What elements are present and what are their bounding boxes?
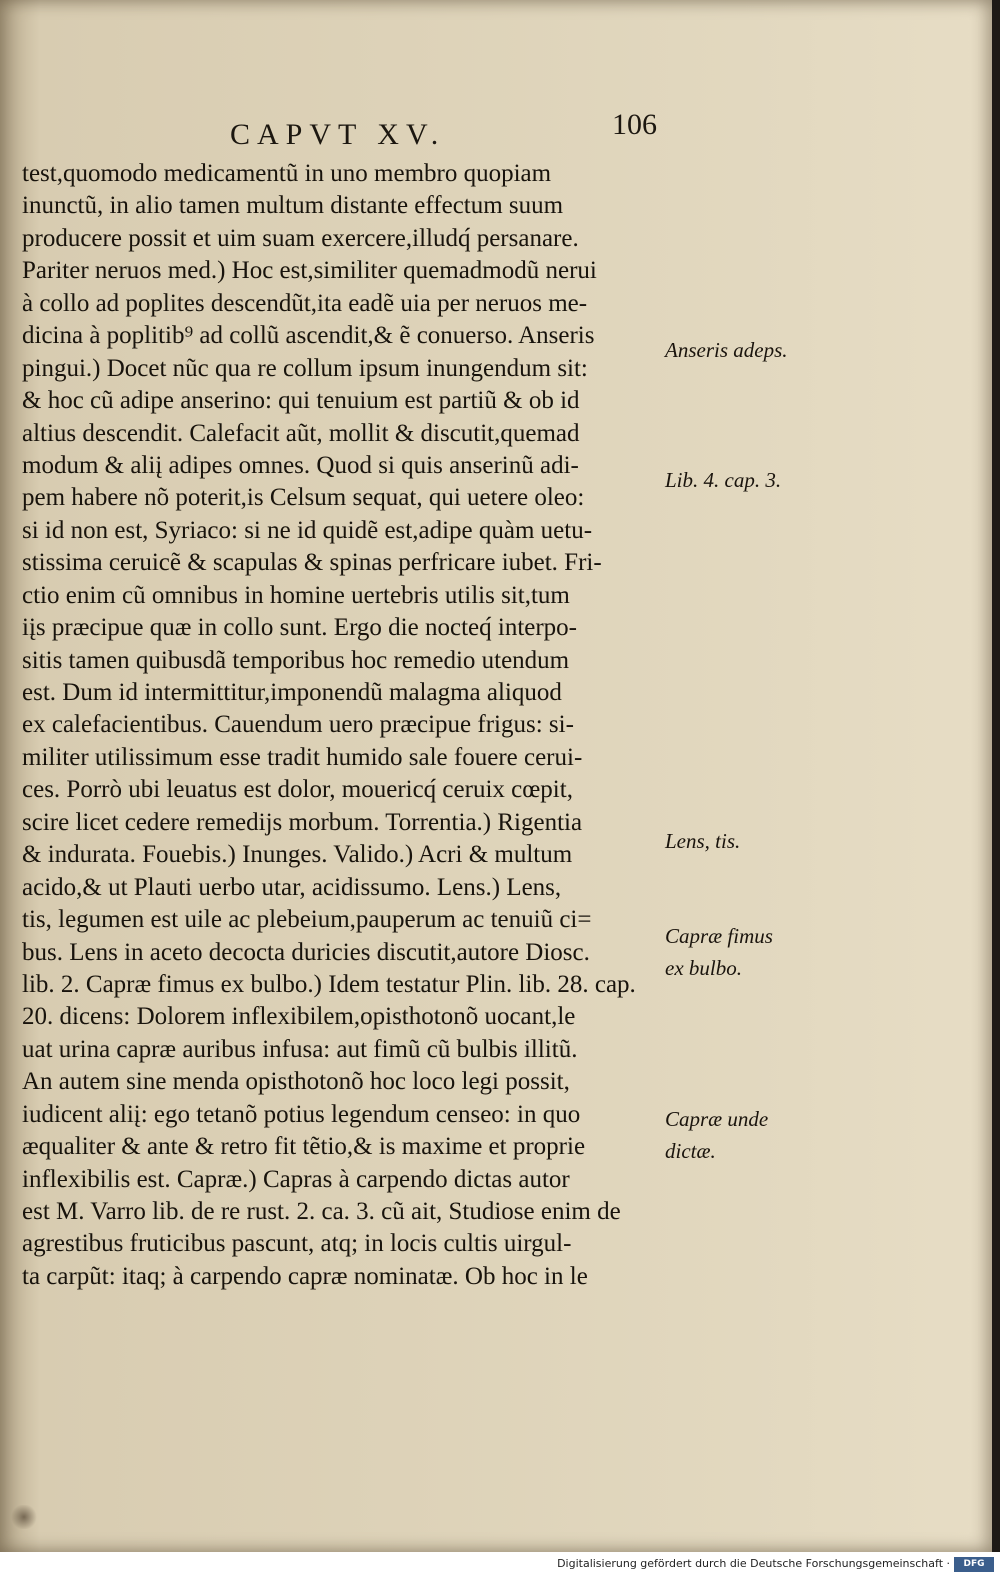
- text-line: lib. 2. Capræ fimus ex bulbo.) Idem testatur Plin. lib. 28. cap.: [22, 970, 636, 998]
- text-line: iįs præcipue quæ in collo sunt. Ergo die nocteq́ interpo-: [22, 614, 578, 642]
- text-line: pem habere nõ poterit,is Celsum sequat, qui uetere oleo:: [22, 484, 585, 512]
- text-line: iudicent aliį: ego tetanõ potius legendum censeo: in quo: [22, 1100, 581, 1128]
- digitization-footer: [0, 1552, 1000, 1577]
- text-line: pingui.) Docet nũc qua re collum ipsum inungendum sit:: [22, 354, 588, 382]
- text-line: à collo ad poplites descendũt,ita eadẽ uia per neruos me-: [22, 289, 588, 317]
- text-line: altius descendit. Calefacit aũt, mollit & discutit,quemad: [22, 419, 580, 447]
- text-line: ta carpũt: itaq; à carpendo capræ nominatæ. Ob hoc in le: [22, 1262, 588, 1290]
- text-line: ctio enim cũ omnibus in homine uertebris utilis sit,tum: [22, 581, 570, 609]
- marginal-note: Lens, tis.: [665, 829, 741, 853]
- text-line: Pariter neruos med.) Hoc est,similiter quemadmodũ nerui: [22, 257, 597, 285]
- text-line: æqualiter & ante & retro fit tẽtio,& is maxime et proprie: [22, 1133, 586, 1161]
- text-line: est. Dum id intermittitur,imponendũ malagma aliquod: [22, 679, 562, 706]
- text-line: ex calefacientibus. Cauendum uero præcipue frigus: si-: [22, 711, 574, 739]
- text-line: uat urina capræ auribus infusa: aut fimũ cũ bulbis illitũ.: [22, 1035, 578, 1063]
- text-line: 20. dicens: Dolorem inflexibilem,opisthotonõ uocant,le: [22, 1003, 576, 1031]
- body-text: [22, 158, 672, 1293]
- ink-stain: [10, 1505, 38, 1529]
- footer-credit: Digitalisierung gefördert durch die Deutsche Forschungsgemeinschaft ·: [557, 1557, 950, 1570]
- text-line: est M. Varro lib. de re rust. 2. ca. 3. cũ ait, Studiose enim de: [22, 1198, 621, 1225]
- marginal-note: Lib. 4. cap. 3.: [665, 468, 782, 492]
- marginal-note: Anseris adeps.: [665, 338, 788, 362]
- text-line: & indurata. Fouebis.) Inunges. Valido.) Acri & multum: [22, 841, 573, 869]
- text-line: dicina à poplitib⁹ ad collũ ascendit,& ẽ conuerso. Anseris: [22, 322, 595, 350]
- text-line: modum & aliį adipes omnes. Quod si quis anserinũ adi-: [22, 451, 579, 479]
- text-line: agrestibus fruticibus pascunt, atq; in locis cultis uirgul-: [22, 1230, 572, 1258]
- dfg-logo: DFG: [954, 1557, 994, 1572]
- running-head: CAPVT XV.: [230, 118, 446, 151]
- text-line: tis, legumen est uile ac plebeium,pauperum ac tenuiũ ci=: [22, 906, 592, 934]
- text-line: producere possit et uim suam exercere,illudq́ persanare.: [22, 224, 579, 252]
- text-line: An autem sine menda opisthotonõ hoc loco legi possit,: [22, 1068, 570, 1096]
- marginal-note: Capræ fimus: [665, 924, 773, 948]
- text-line: si id non est, Syriaco: si ne id quidẽ est,adipe quàm uetu-: [22, 516, 593, 544]
- marginal-note: Capræ unde: [665, 1107, 769, 1131]
- text-line: & hoc cũ adipe anserino: qui tenuium est partiũ & ob id: [22, 387, 580, 415]
- page-number: 106: [612, 108, 657, 141]
- page-header: [0, 100, 992, 150]
- marginal-note: ex bulbo.: [665, 956, 742, 980]
- text-line: sitis tamen quibusdã temporibus hoc remedio utendum: [22, 646, 570, 674]
- text-line: ces. Porrò ubi leuatus est dolor, mouericq́ ceruix cœpit,: [22, 776, 573, 804]
- text-line: test,quomodo medicamentũ in uno membro quopiam: [22, 160, 552, 187]
- text-line: stissima ceruicẽ & scapulas & spinas perfricare iubet. Fri-: [22, 549, 602, 577]
- text-line: acido,& ut Plauti uerbo utar, acidissumo. Lens.) Lens,: [22, 873, 562, 901]
- text-line: inunctũ, in alio tamen multum distante effectum suum: [22, 192, 564, 220]
- marginal-note: dictæ.: [665, 1139, 716, 1163]
- text-line: inflexibilis est. Capræ.) Capras à carpendo dictas autor: [22, 1165, 570, 1193]
- text-line: scire licet cedere remedijs morbum. Torrentia.) Rigentia: [22, 808, 583, 836]
- text-line: bus. Lens in aceto decocta duricies discutit,autore Diosc.: [22, 938, 590, 966]
- text-line: militer utilissimum esse tradit humido sale fouere cerui-: [22, 743, 583, 771]
